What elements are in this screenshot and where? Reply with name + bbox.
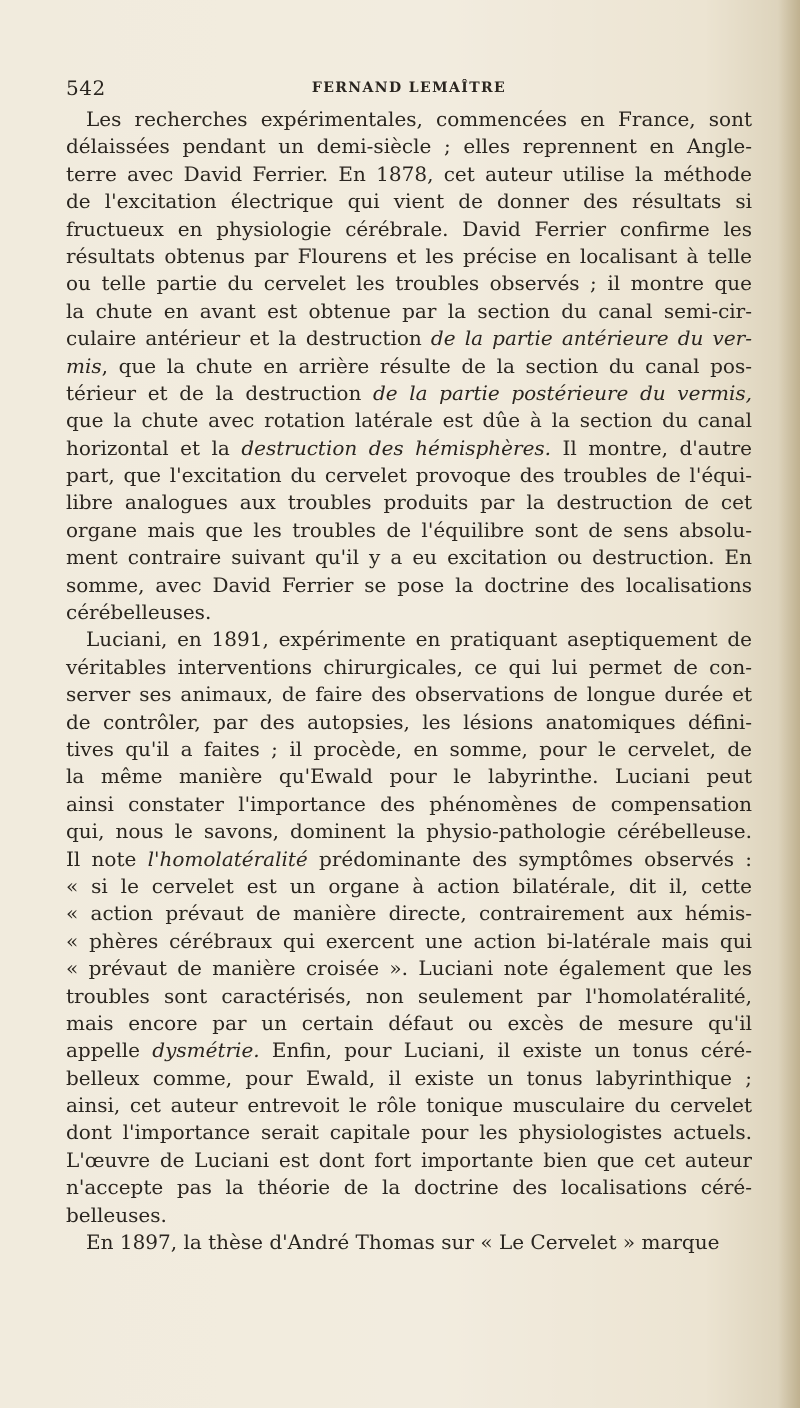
italic-text: destruction des hémisphères.	[241, 435, 552, 460]
text-segment: culaire antérieur et la destruction	[66, 326, 431, 351]
text-segment: troubles sont caractérisés, non seulement par l'homolatéralité,	[66, 983, 752, 1008]
text-segment: libre analogues aux troubles produits par la destruction de cet	[66, 490, 752, 515]
text-segment: appelle	[66, 1038, 153, 1063]
text-segment: véritables interventions chirurgicales, ce qui lui permet de con-	[66, 654, 752, 679]
text-segment: server ses animaux, de faire des observations de longue durée et	[66, 682, 752, 707]
text-line	[66, 517, 752, 544]
text-line	[66, 791, 752, 818]
text-line	[66, 353, 752, 380]
text-segment: résultats obtenus par Flourens et les précise en localisant à telle	[66, 243, 752, 268]
text-line	[66, 818, 752, 845]
text-segment: L'œuvre de Luciani est dont fort importante bien que cet auteur	[66, 1147, 752, 1172]
text-segment: Enfin, pour Luciani, il existe un tonus céré-	[259, 1038, 752, 1063]
text-segment: Luciani, en 1891, expérimente en pratiquant aseptiquement de	[86, 627, 752, 652]
text-line	[66, 572, 752, 599]
text-segment: ainsi, cet auteur entrevoit le rôle tonique musculaire du cervelet	[66, 1093, 752, 1118]
text-line	[66, 133, 752, 160]
text-segment: mais encore par un certain défaut ou excès de mesure qu'il	[66, 1010, 752, 1035]
italic-text: l'homolatéralité	[147, 846, 308, 871]
text-line	[66, 380, 752, 407]
running-title: FERNAND LEMAÎTRE	[311, 80, 507, 96]
text-line	[66, 407, 752, 434]
text-segment: horizontal et la	[66, 435, 242, 460]
text-segment: « si le cervelet est un organe à action bilatérale, dit il, cette	[66, 873, 752, 898]
text-segment: tives qu'il a faites ; il procède, en somme, pour le cervelet, de	[66, 736, 752, 761]
text-line	[66, 216, 752, 243]
page-edge-shadow	[778, 0, 800, 1408]
text-segment: ment contraire suivant qu'il y a eu excitation ou destruction. En	[66, 545, 752, 570]
text-segment: n'accepte pas la théorie de la doctrine des localisations céré-	[66, 1175, 752, 1200]
text-segment: prédominante des symptômes observés :	[307, 846, 752, 871]
text-line	[66, 161, 752, 188]
text-line	[66, 626, 752, 653]
text-segment: qui, nous le savons, dominent la physio-pathologie cérébelleuse.	[66, 819, 752, 844]
text-line	[66, 462, 752, 489]
text-line	[66, 1065, 752, 1092]
text-segment: ou telle partie du cervelet les troubles observés ; il montre que	[66, 271, 752, 296]
text-line	[66, 435, 752, 462]
text-line	[66, 1010, 752, 1037]
text-line	[66, 243, 752, 270]
text-segment: part, que l'excitation du cervelet provoque des troubles de l'équi-	[66, 463, 752, 488]
text-line	[66, 763, 752, 790]
text-segment: cérébelleuses.	[66, 600, 212, 625]
text-line	[66, 188, 752, 215]
text-line	[66, 873, 752, 900]
text-line	[66, 1202, 752, 1229]
text-segment: Il note	[66, 846, 148, 871]
text-line	[66, 489, 752, 516]
text-line	[66, 846, 752, 873]
italic-text: mis	[66, 353, 102, 378]
text-line	[66, 709, 752, 736]
text-segment: , que la chute en arrière résulte de la section du canal pos-	[101, 353, 752, 378]
text-line	[66, 599, 752, 626]
text-line	[66, 270, 752, 297]
text-line	[66, 736, 752, 763]
text-line	[66, 1119, 752, 1146]
text-line	[66, 1174, 752, 1201]
text-segment: somme, avec David Ferrier se pose la doctrine des localisations	[66, 572, 752, 597]
page-header	[66, 62, 752, 106]
text-line	[66, 544, 752, 571]
text-line	[66, 900, 752, 927]
text-segment: térieur et de la destruction	[66, 380, 373, 405]
text-segment: de contrôler, par des autopsies, les lésions anatomiques défini-	[66, 709, 752, 734]
text-segment: dont l'importance serait capitale pour les physiologistes actuels.	[66, 1120, 752, 1145]
text-segment: « prévaut de manière croisée ». Luciani note également que les	[66, 956, 752, 981]
text-line	[66, 1037, 752, 1064]
text-segment: la même manière qu'Ewald pour le labyrinthe. Luciani peut	[66, 764, 752, 789]
text-segment: que la chute avec rotation latérale est dûe à la section du canal	[66, 408, 752, 433]
text-line	[66, 955, 752, 982]
text-line	[66, 983, 752, 1010]
italic-text: de la partie antérieure du ver-	[430, 326, 752, 351]
text-segment: terre avec David Ferrier. En 1878, cet auteur utilise la méthode	[66, 161, 752, 186]
text-line	[66, 1147, 752, 1174]
text-segment: Il montre, d'autre	[551, 435, 752, 460]
text-segment: de l'excitation électrique qui vient de donner des résultats si	[66, 189, 752, 214]
text-segment: la chute en avant est obtenue par la section du canal semi-cir-	[66, 298, 752, 323]
text-segment: Les recherches expérimentales, commencées en France, sont	[86, 107, 752, 131]
book-page	[66, 62, 752, 1256]
text-line	[66, 654, 752, 681]
text-segment: « phères cérébraux qui exercent une action bi-latérale mais qui	[66, 928, 752, 953]
text-line	[66, 928, 752, 955]
italic-text: dysmétrie.	[152, 1038, 260, 1063]
text-line	[66, 106, 752, 133]
text-segment: organe mais que les troubles de l'équilibre sont de sens absolu-	[66, 517, 752, 542]
italic-text: de la partie postérieure du vermis,	[372, 380, 752, 405]
body-text	[66, 106, 752, 1256]
text-segment: délaissées pendant un demi-siècle ; elles reprennent en Angle-	[66, 134, 752, 159]
text-line	[66, 681, 752, 708]
text-line	[66, 325, 752, 352]
text-segment: belleuses.	[66, 1202, 167, 1227]
text-line	[66, 1092, 752, 1119]
text-segment: « action prévaut de manière directe, contrairement aux hémis-	[66, 901, 752, 926]
text-segment: belleux comme, pour Ewald, il existe un tonus labyrinthique ;	[66, 1065, 752, 1090]
text-line	[66, 298, 752, 325]
paragraph	[66, 626, 752, 1229]
paragraph	[66, 1229, 752, 1256]
text-segment: fructueux en physiologie cérébrale. David Ferrier confirme les	[66, 216, 752, 241]
text-line	[66, 1229, 752, 1256]
text-segment: ainsi constater l'importance des phénomènes de compensation	[66, 791, 752, 816]
paragraph	[66, 106, 752, 626]
page-number: 542	[66, 76, 106, 100]
text-segment: En 1897, la thèse d'André Thomas sur « Le Cervelet » marque	[86, 1230, 720, 1255]
